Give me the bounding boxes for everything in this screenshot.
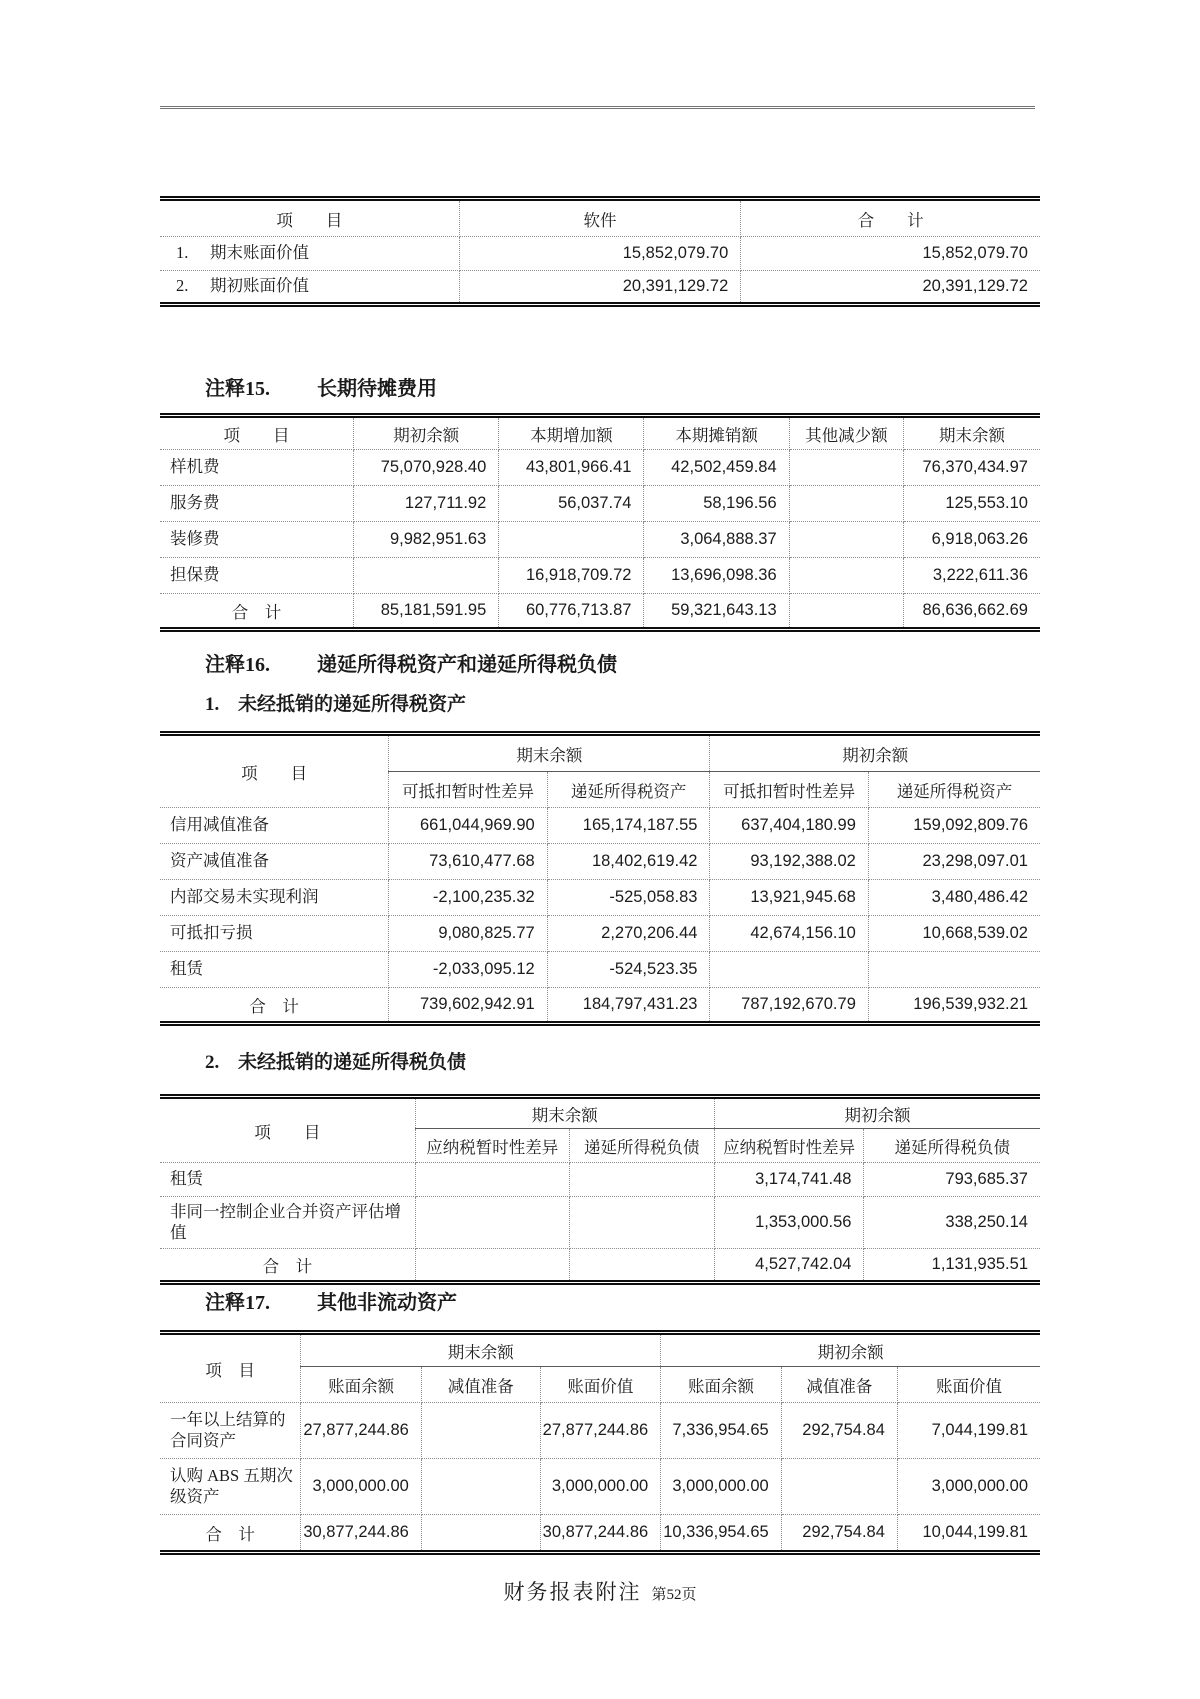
empty-cell xyxy=(499,522,644,558)
amount-cell: 7,336,954.65 xyxy=(661,1403,782,1459)
page-header-rule xyxy=(160,106,1035,109)
amount-cell: 18,402,619.42 xyxy=(547,844,710,880)
table-header-row xyxy=(160,734,1040,772)
amount-cell: 4,527,742.04 xyxy=(714,1249,864,1283)
note-label: 注释15. xyxy=(205,378,270,400)
table-row xyxy=(160,952,1040,988)
amount-cell: 3,480,486.42 xyxy=(868,880,1040,916)
total-row xyxy=(160,988,1040,1024)
empty-cell xyxy=(789,558,903,594)
amount-cell: 127,711.92 xyxy=(354,486,499,522)
empty-cell xyxy=(789,450,903,486)
amount-cell: 292,754.84 xyxy=(781,1515,897,1553)
deferred-tax-liabilities-table xyxy=(160,1094,1040,1285)
total-row xyxy=(160,1249,1040,1283)
table-row xyxy=(160,237,1040,271)
table-header-row xyxy=(160,416,1040,450)
amount-cell: 93,192,388.02 xyxy=(710,844,868,880)
row-label: 担保费 xyxy=(160,558,354,594)
empty-cell xyxy=(415,1163,569,1197)
amount-cell: 23,298,097.01 xyxy=(868,844,1040,880)
amount-cell: 15,852,079.70 xyxy=(741,237,1040,271)
amount-cell: 165,174,187.55 xyxy=(547,808,710,844)
table-row xyxy=(160,1163,1040,1197)
column-header: 项 目 xyxy=(160,1097,415,1163)
row-label: 租赁 xyxy=(160,1163,415,1197)
column-header: 减值准备 xyxy=(781,1367,897,1403)
amount-cell: 1,353,000.56 xyxy=(714,1197,864,1249)
amount-cell: 739,602,942.91 xyxy=(389,988,547,1024)
column-header: 本期增加额 xyxy=(499,416,644,450)
amount-cell: 56,037.74 xyxy=(499,486,644,522)
row-label: 一年以上结算的合同资产 xyxy=(160,1403,301,1459)
column-header: 递延所得税资产 xyxy=(868,772,1040,808)
amount-cell: 159,092,809.76 xyxy=(868,808,1040,844)
amount-cell: 27,877,244.86 xyxy=(540,1403,661,1459)
empty-cell xyxy=(354,558,499,594)
row-label: 装修费 xyxy=(160,522,354,558)
column-header: 账面价值 xyxy=(540,1367,661,1403)
amount-cell: 27,877,244.86 xyxy=(301,1403,422,1459)
amount-cell: 3,222,611.36 xyxy=(904,558,1040,594)
amount-cell: 16,918,709.72 xyxy=(499,558,644,594)
amount-cell: 43,801,966.41 xyxy=(499,450,644,486)
column-header: 期初余额 xyxy=(354,416,499,450)
amount-cell: 60,776,713.87 xyxy=(499,594,644,630)
total-label: 合 计 xyxy=(160,1515,301,1553)
empty-cell xyxy=(789,594,903,630)
row-label: 1. 期末账面价值 xyxy=(160,237,459,271)
amount-cell: 125,553.10 xyxy=(904,486,1040,522)
sub-note-title: 未经抵销的递延所得税负债 xyxy=(238,1052,467,1073)
amount-cell: 7,044,199.81 xyxy=(897,1403,1040,1459)
group-header-ending: 期末余额 xyxy=(301,1333,661,1367)
amount-cell: 20,391,129.72 xyxy=(459,271,741,305)
amount-cell: 6,918,063.26 xyxy=(904,522,1040,558)
table-row xyxy=(160,558,1040,594)
amount-cell: -2,100,235.32 xyxy=(389,880,547,916)
column-header: 其他减少额 xyxy=(789,416,903,450)
amount-cell: 20,391,129.72 xyxy=(741,271,1040,305)
page-footer xyxy=(0,1576,1200,1606)
table-row xyxy=(160,1403,1040,1459)
amount-cell: 196,539,932.21 xyxy=(868,988,1040,1024)
column-header: 账面余额 xyxy=(661,1367,782,1403)
row-label: 样机费 xyxy=(160,450,354,486)
group-header-ending: 期末余额 xyxy=(389,734,710,772)
note-label: 注释17. xyxy=(205,1292,270,1314)
amount-cell: 15,852,079.70 xyxy=(459,237,741,271)
amount-cell: 9,982,951.63 xyxy=(354,522,499,558)
table-row xyxy=(160,1459,1040,1515)
amount-cell: 3,000,000.00 xyxy=(540,1459,661,1515)
note16-2-heading xyxy=(205,1047,466,1074)
column-header: 减值准备 xyxy=(421,1367,540,1403)
footer-page-number: 第52页 xyxy=(651,1587,697,1603)
sub-note-number: 1. xyxy=(205,694,220,715)
table-row xyxy=(160,808,1040,844)
row-label: 认购 ABS 五期次级资产 xyxy=(160,1459,301,1515)
amount-cell: 184,797,431.23 xyxy=(547,988,710,1024)
empty-cell xyxy=(421,1403,540,1459)
amount-cell: -524,523.35 xyxy=(547,952,710,988)
amount-cell: 2,270,206.44 xyxy=(547,916,710,952)
column-header: 可抵扣暂时性差异 xyxy=(389,772,547,808)
amount-cell: -2,033,095.12 xyxy=(389,952,547,988)
note-title: 其他非流动资产 xyxy=(317,1292,457,1314)
deferred-tax-assets-table xyxy=(160,731,1040,1026)
note-label: 注释16. xyxy=(205,654,270,676)
empty-cell xyxy=(569,1163,714,1197)
amount-cell: 338,250.14 xyxy=(864,1197,1040,1249)
amount-cell: 9,080,825.77 xyxy=(389,916,547,952)
amount-cell: 3,064,888.37 xyxy=(644,522,789,558)
amount-cell: 661,044,969.90 xyxy=(389,808,547,844)
amount-cell: 787,192,670.79 xyxy=(710,988,868,1024)
table-row xyxy=(160,450,1040,486)
amount-cell: 3,000,000.00 xyxy=(301,1459,422,1515)
table-row xyxy=(160,271,1040,305)
column-header: 可抵扣暂时性差异 xyxy=(710,772,868,808)
amount-cell: 3,174,741.48 xyxy=(714,1163,864,1197)
amount-cell: 10,668,539.02 xyxy=(868,916,1040,952)
amount-cell: 42,674,156.10 xyxy=(710,916,868,952)
row-label: 内部交易未实现利润 xyxy=(160,880,389,916)
amount-cell: -525,058.83 xyxy=(547,880,710,916)
amount-cell: 59,321,643.13 xyxy=(644,594,789,630)
table-row xyxy=(160,1197,1040,1249)
sub-note-title: 未经抵销的递延所得税资产 xyxy=(238,694,467,715)
sub-note-number: 2. xyxy=(205,1052,220,1073)
row-number: 2. xyxy=(176,276,189,296)
amount-cell: 3,000,000.00 xyxy=(661,1459,782,1515)
note15-table xyxy=(160,413,1040,632)
empty-cell xyxy=(415,1197,569,1249)
column-header: 期末余额 xyxy=(904,416,1040,450)
amount-cell: 73,610,477.68 xyxy=(389,844,547,880)
empty-cell xyxy=(789,522,903,558)
row-label: 资产减值准备 xyxy=(160,844,389,880)
amount-cell: 30,877,244.86 xyxy=(301,1515,422,1553)
note-title: 递延所得税资产和递延所得税负债 xyxy=(317,654,617,676)
row-number: 1. xyxy=(176,243,189,263)
note16-1-heading xyxy=(205,689,466,716)
footer-title: 财务报表附注 xyxy=(503,1580,642,1604)
row-label: 租赁 xyxy=(160,952,389,988)
column-header: 项 目 xyxy=(160,1333,301,1403)
table-row xyxy=(160,522,1040,558)
amount-cell: 86,636,662.69 xyxy=(904,594,1040,630)
amount-cell: 10,044,199.81 xyxy=(897,1515,1040,1553)
column-header: 应纳税暂时性差异 xyxy=(415,1129,569,1163)
total-label: 合 计 xyxy=(160,594,354,630)
table-row xyxy=(160,486,1040,522)
table-row xyxy=(160,844,1040,880)
table-header-row xyxy=(160,199,1040,237)
total-row xyxy=(160,1515,1040,1553)
amount-cell: 42,502,459.84 xyxy=(644,450,789,486)
empty-cell xyxy=(421,1459,540,1515)
empty-cell xyxy=(569,1249,714,1283)
column-header: 项 目 xyxy=(160,734,389,808)
empty-cell xyxy=(789,486,903,522)
column-header: 递延所得税负债 xyxy=(864,1129,1040,1163)
column-header: 项 目 xyxy=(160,416,354,450)
amount-cell: 637,404,180.99 xyxy=(710,808,868,844)
empty-cell xyxy=(781,1459,897,1515)
intangible-summary-table xyxy=(160,196,1040,307)
column-header: 合 计 xyxy=(741,199,1040,237)
group-header-beginning: 期初余额 xyxy=(714,1097,1040,1129)
amount-cell: 10,336,954.65 xyxy=(661,1515,782,1553)
row-label: 非同一控制企业合并资产评估增值 xyxy=(160,1197,415,1249)
amount-cell: 1,131,935.51 xyxy=(864,1249,1040,1283)
column-header: 递延所得税负债 xyxy=(569,1129,714,1163)
amount-cell: 292,754.84 xyxy=(781,1403,897,1459)
note-title: 长期待摊费用 xyxy=(317,378,437,400)
table-row xyxy=(160,880,1040,916)
empty-cell xyxy=(569,1197,714,1249)
empty-cell xyxy=(710,952,868,988)
column-header: 账面余额 xyxy=(301,1367,422,1403)
group-header-beginning: 期初余额 xyxy=(661,1333,1040,1367)
amount-cell: 75,070,928.40 xyxy=(354,450,499,486)
amount-cell: 58,196.56 xyxy=(644,486,789,522)
table-header-row xyxy=(160,1333,1040,1367)
empty-cell xyxy=(421,1515,540,1553)
note15-heading xyxy=(205,372,437,401)
table-row xyxy=(160,916,1040,952)
other-noncurrent-assets-table xyxy=(160,1330,1040,1555)
amount-cell: 76,370,434.97 xyxy=(904,450,1040,486)
empty-cell xyxy=(415,1249,569,1283)
column-header: 账面价值 xyxy=(897,1367,1040,1403)
column-header: 应纳税暂时性差异 xyxy=(714,1129,864,1163)
group-header-beginning: 期初余额 xyxy=(710,734,1040,772)
column-header: 递延所得税资产 xyxy=(547,772,710,808)
column-header: 项 目 xyxy=(160,199,459,237)
table-header-row xyxy=(160,1097,1040,1129)
amount-cell: 13,696,098.36 xyxy=(644,558,789,594)
column-header: 软件 xyxy=(459,199,741,237)
row-label: 可抵扣亏损 xyxy=(160,916,389,952)
total-label: 合 计 xyxy=(160,1249,415,1283)
total-row xyxy=(160,594,1040,630)
amount-cell: 3,000,000.00 xyxy=(897,1459,1040,1515)
note16-heading xyxy=(205,648,617,677)
amount-cell: 85,181,591.95 xyxy=(354,594,499,630)
row-label: 2. 期初账面价值 xyxy=(160,271,459,305)
row-label: 信用减值准备 xyxy=(160,808,389,844)
empty-cell xyxy=(868,952,1040,988)
column-header: 本期摊销额 xyxy=(644,416,789,450)
total-label: 合 计 xyxy=(160,988,389,1024)
row-label: 服务费 xyxy=(160,486,354,522)
amount-cell: 793,685.37 xyxy=(864,1163,1040,1197)
note17-heading xyxy=(205,1286,457,1315)
amount-cell: 30,877,244.86 xyxy=(540,1515,661,1553)
amount-cell: 13,921,945.68 xyxy=(710,880,868,916)
group-header-ending: 期末余额 xyxy=(415,1097,714,1129)
